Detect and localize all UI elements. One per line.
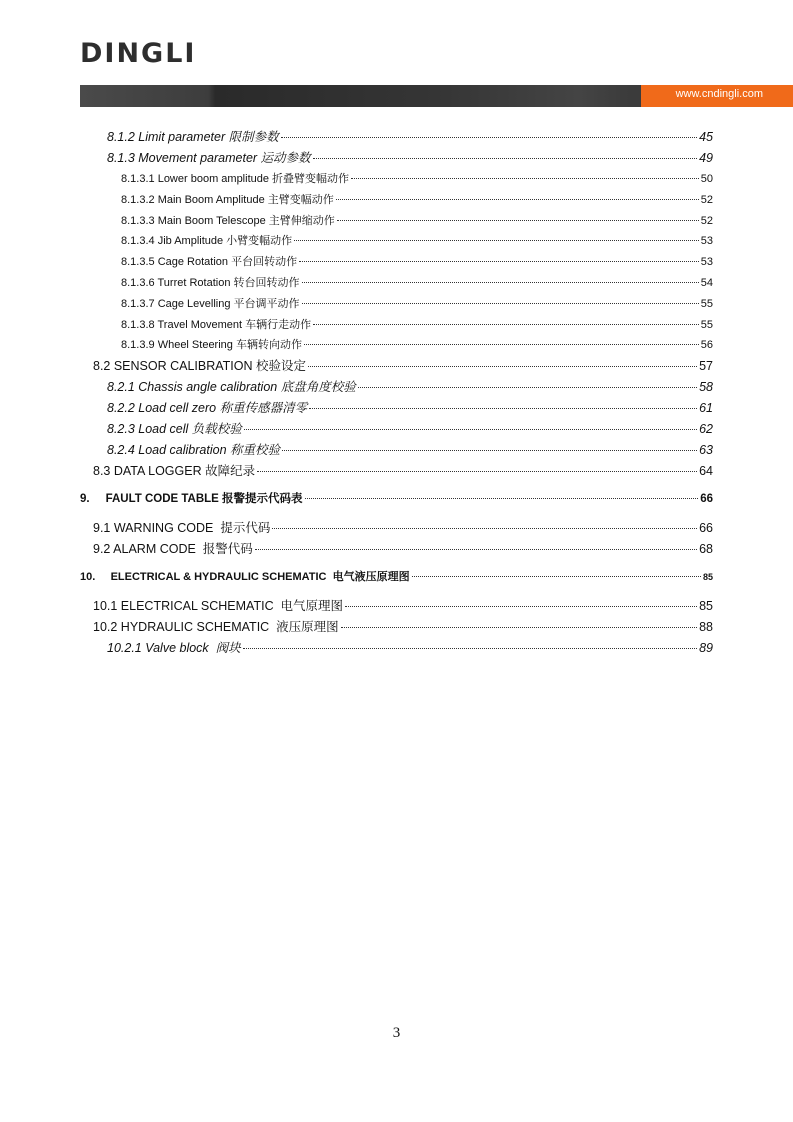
toc-leader-dots [302, 274, 699, 283]
toc-entry-title: 10.1 ELECTRICAL SCHEMATIC 电气原理图 [93, 599, 344, 613]
toc-entry-title: 8.1.3.1 Lower boom amplitude 折叠臂变幅动作 [121, 173, 350, 185]
toc-entry[interactable] [107, 440, 713, 458]
toc-leader-dots [305, 489, 699, 499]
toc-entry-page: 85 [699, 599, 713, 613]
toc-entry-page: 63 [699, 443, 713, 457]
toc-entry[interactable] [121, 170, 713, 186]
toc-entry[interactable] [107, 148, 713, 166]
toc-entry-title: 10. ELECTRICAL & HYDRAULIC SCHEMATIC 电气液压原理图 [80, 571, 410, 583]
toc-entry-page: 54 [700, 277, 713, 289]
toc-entry[interactable] [121, 295, 713, 311]
toc-entry-page: 85 [702, 572, 713, 582]
toc-entry[interactable] [107, 377, 713, 395]
website-link[interactable]: www.cndingli.com [675, 88, 763, 100]
toc-leader-dots [309, 398, 697, 409]
toc-entry[interactable] [93, 461, 713, 479]
toc-leader-dots [412, 568, 701, 577]
toc-entry-title: 8.1.3.5 Cage Rotation 平台回转动作 [121, 256, 298, 268]
toc-leader-dots [243, 638, 697, 649]
toc-entry-title: 8.2 SENSOR CALIBRATION 校验设定 [93, 359, 307, 373]
toc-entry-title: 9.1 WARNING CODE 提示代码 [93, 521, 271, 535]
toc-entry-title: 8.1.3.2 Main Boom Amplitude 主臂变幅动作 [121, 194, 334, 206]
toc-entry-title: 8.1.3.3 Main Boom Telescope 主臂伸缩动作 [121, 215, 335, 227]
toc-entry-page: 88 [699, 620, 713, 634]
toc-entry-page: 55 [700, 298, 713, 310]
toc-entry-page: 53 [700, 235, 713, 247]
toc-chapter[interactable] [80, 489, 713, 506]
toc-entry[interactable] [121, 232, 713, 248]
toc-entry-page: 62 [699, 422, 713, 436]
header-banner [80, 85, 793, 107]
toc-entry-page: 52 [700, 215, 713, 227]
toc-entry-page: 49 [699, 151, 713, 165]
toc-leader-dots [313, 316, 699, 325]
toc-entry-title: 8.1.2 Limit parameter 限制参数 [107, 130, 279, 144]
toc-leader-dots [282, 440, 697, 451]
toc-entry-title: 8.1.3 Movement parameter 运动参数 [107, 151, 311, 165]
toc-entry[interactable] [121, 253, 713, 269]
page-number: 3 [392, 1025, 401, 1041]
toc-entry-page: 61 [699, 401, 713, 415]
toc-entry-page: 55 [700, 319, 713, 331]
toc-leader-dots [294, 232, 699, 241]
toc-entry-page: 57 [699, 359, 713, 373]
toc-leader-dots [257, 461, 697, 472]
toc-leader-dots [336, 191, 699, 200]
toc-entry[interactable] [107, 398, 713, 416]
toc-entry-page: 66 [699, 521, 713, 535]
toc-entry[interactable] [93, 596, 713, 614]
toc-leader-dots [308, 356, 697, 367]
toc-entry-title: 10.2 HYDRAULIC SCHEMATIC 液压原理图 [93, 620, 339, 634]
toc-entry-page: 89 [699, 641, 713, 655]
toc-entry-title: 8.1.3.4 Jib Amplitude 小臂变幅动作 [121, 235, 293, 247]
toc-leader-dots [337, 212, 699, 221]
toc-entry[interactable] [107, 127, 713, 145]
toc-entry-page: 56 [700, 339, 713, 351]
toc-entry[interactable] [121, 212, 713, 228]
toc-entry-title: 10.2.1 Valve block 阀块 [107, 641, 241, 655]
toc-leader-dots [341, 617, 697, 628]
toc-entry[interactable] [93, 617, 713, 635]
toc-entry-page: 64 [699, 464, 713, 478]
toc-leader-dots [358, 377, 697, 388]
toc-entry-page: 66 [700, 492, 713, 505]
toc-entry[interactable] [93, 356, 713, 374]
toc-entry-page: 53 [700, 256, 713, 268]
toc-entry-page: 52 [700, 194, 713, 206]
toc-entry-title: 8.1.3.6 Turret Rotation 转台回转动作 [121, 277, 300, 289]
toc-entry[interactable] [121, 274, 713, 290]
toc-entry-title: 9. FAULT CODE TABLE 报警提示代码表 [80, 492, 303, 505]
toc-entry-page: 68 [699, 542, 713, 556]
toc-leader-dots [244, 419, 697, 430]
toc-entry-title: 8.2.1 Chassis angle calibration 底盘角度校验 [107, 380, 356, 394]
toc-entry-title: 8.2.4 Load calibration 称重校验 [107, 443, 281, 457]
toc-leader-dots [272, 518, 697, 529]
toc-entry-page: 58 [699, 380, 713, 394]
toc-leader-dots [302, 295, 699, 304]
toc-entry-title: 8.1.3.8 Travel Movement 车辆行走动作 [121, 319, 312, 331]
toc-entry-page: 50 [700, 173, 713, 185]
toc-chapter[interactable] [80, 568, 713, 584]
toc-entry[interactable] [107, 419, 713, 437]
toc-leader-dots [299, 253, 699, 262]
toc-entry-title: 8.1.3.7 Cage Levelling 平台调平动作 [121, 298, 300, 310]
toc-leader-dots [351, 170, 699, 179]
toc-entry[interactable] [93, 518, 713, 536]
toc-entry-title: 8.3 DATA LOGGER 故障纪录 [93, 464, 256, 478]
toc-leader-dots [304, 336, 699, 345]
toc-leader-dots [345, 596, 697, 607]
toc-entry-page: 45 [699, 130, 713, 144]
toc-entry-title: 8.2.3 Load cell 负载校验 [107, 422, 242, 436]
toc-leader-dots [255, 539, 697, 550]
toc-entry-title: 8.2.2 Load cell zero 称重传感器清零 [107, 401, 308, 415]
toc-entry-title: 8.1.3.9 Wheel Steering 车辆转向动作 [121, 339, 302, 351]
toc-entry[interactable] [121, 191, 713, 207]
toc-entry[interactable] [121, 316, 713, 332]
toc-entry[interactable] [107, 638, 713, 656]
toc-entry-title: 9.2 ALARM CODE 报警代码 [93, 542, 253, 556]
dingli-logo: DINGLI [80, 38, 197, 69]
toc-leader-dots [281, 127, 698, 138]
toc-leader-dots [313, 148, 698, 159]
toc-entry[interactable] [121, 336, 713, 352]
toc-entry[interactable] [93, 539, 713, 557]
